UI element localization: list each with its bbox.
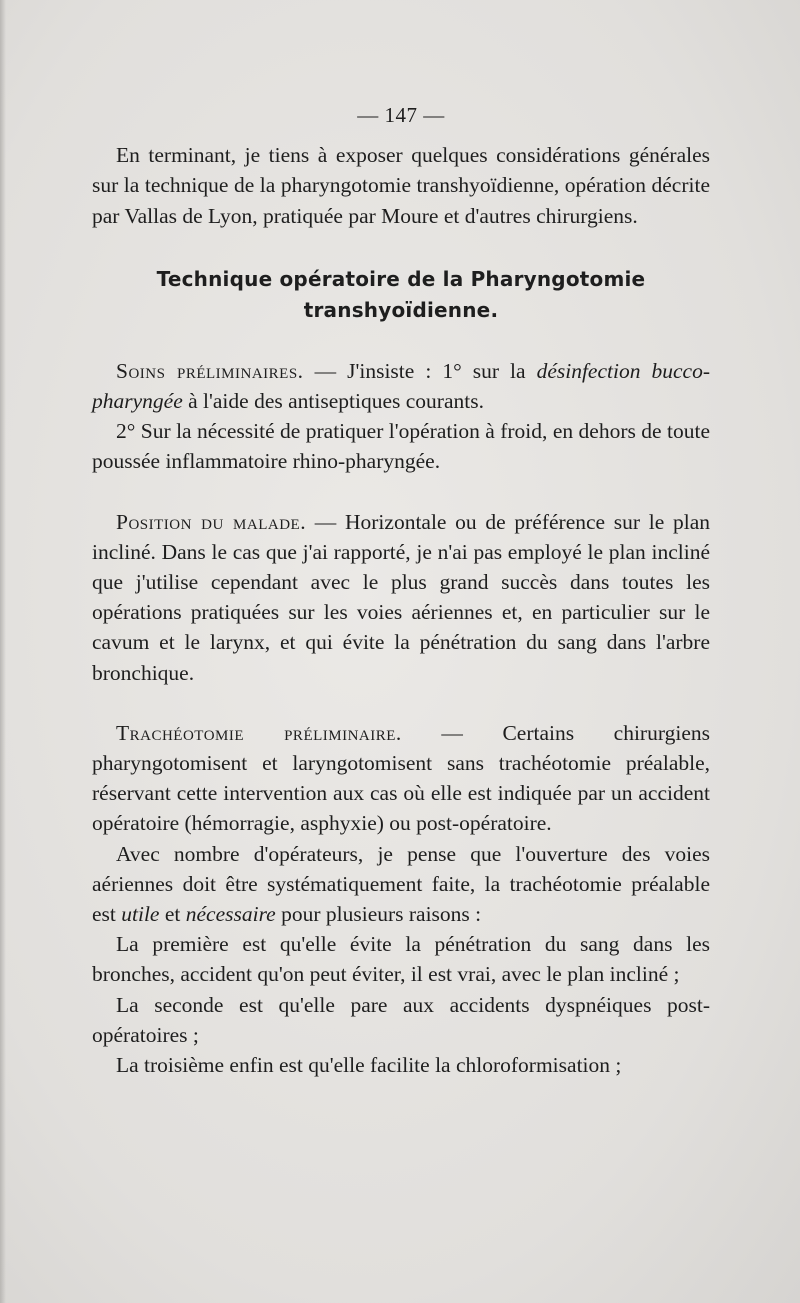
operators-emphasis-utile: utile xyxy=(121,902,160,927)
operators-text-mid: et xyxy=(159,902,186,927)
soins-second-paragraph: 2° Sur la nécessité de pratiquer l'opération à froid, en dehors de toute poussée inflammatoire rhino-pharyngée. xyxy=(92,419,710,474)
soins-text-after: à l'aide des antiseptiques courants. xyxy=(182,389,484,414)
soins-paragraph xyxy=(92,356,710,416)
third-reason-paragraph: La troisième enfin est qu'elle facilite la chloroformisation ; xyxy=(116,1053,622,1078)
operators-text-before: Avec nombre d'opérateurs, je pense que l'ouverture des voies aériennes doit être systématiquement faite, la trachéotomie préalable est xyxy=(92,841,710,927)
section-title-line-2: transhyoïdienne. xyxy=(303,297,499,322)
soins-heading: Soins préliminaires. xyxy=(116,358,304,383)
tracheotomie-text: — Certains chirurgiens pharyngotomisent et laryngotomisent sans trachéotomie préalable, réservant cette intervention aux cas où elle est indiquée par un accident opératoire (hémorragie, asphyxie) ou post-opératoire. xyxy=(92,720,710,836)
soins-text-before: — J'insiste : 1° sur la xyxy=(303,358,537,383)
second-reason-paragraph: La seconde est qu'elle pare aux accidents dyspnéiques post-opératoires ; xyxy=(92,992,710,1047)
first-reason-paragraph: La première est qu'elle évite la pénétration du sang dans les bronches, accident qu'on peut éviter, il est vrai, avec le plan incliné ; xyxy=(92,932,710,987)
position-heading: Position du malade. xyxy=(116,509,307,534)
position-text: — Horizontale ou de préférence sur le plan incliné. Dans le cas que j'ai rapporté, je n'ai pas employé le plan incliné que j'utilise cependant avec le plus grand succès dans toutes les opérations pratiquées sur les voies aériennes et, en particulier sur le cavum et le larynx, et qui évite la pénétration du sang dans l'arbre bronchique. xyxy=(92,509,711,685)
operators-text-after: pour plusieurs raisons : xyxy=(275,902,482,927)
page-number: — 147 — xyxy=(357,103,445,127)
tracheotomie-heading: Trachéotomie préliminaire. xyxy=(116,720,402,745)
intro-paragraph: En terminant, je tiens à exposer quelques considérations générales sur la technique de la pharyngotomie transhyoïdienne, opération décrite par Vallas de Lyon, pratiquée par Moure et d'autres chirurgiens. xyxy=(92,143,710,228)
operators-emphasis-necessaire: nécessaire xyxy=(185,902,276,927)
section-title-line-1: Technique opératoire de la Pharyngotomie xyxy=(156,266,646,291)
operators-paragraph xyxy=(92,839,710,930)
tracheotomie-paragraph xyxy=(92,718,710,839)
soins-emphasis: désinfection bucco-pharyngée xyxy=(92,358,710,414)
section-title xyxy=(92,264,710,326)
text-block xyxy=(92,100,710,1080)
position-paragraph xyxy=(92,507,710,688)
